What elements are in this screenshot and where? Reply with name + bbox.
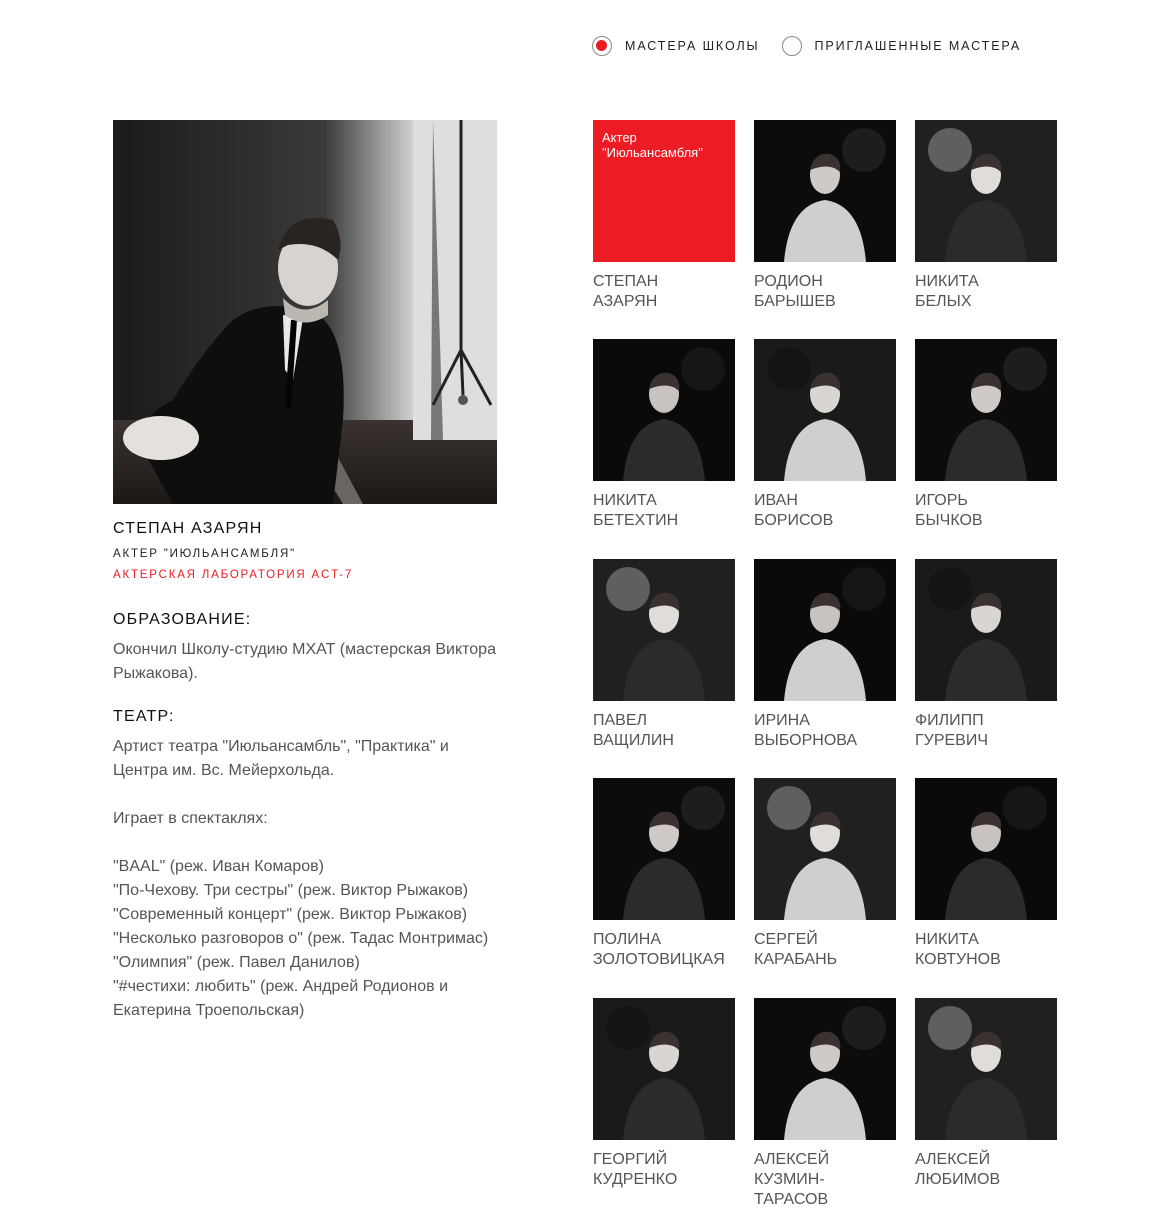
master-card-name[interactable] (593, 711, 739, 751)
master-name: СТЕПАН АЗАРЯН (113, 520, 263, 537)
master-last-name: АЗАРЯН (593, 293, 658, 310)
master-last-name: ЗОЛОТОВИЦКАЯ (593, 951, 725, 968)
master-last-name: КОВТУНОВ (915, 951, 1001, 968)
master-card-name[interactable] (915, 1150, 1061, 1190)
master-last-name: ЛЮБИМОВ (915, 1171, 1001, 1188)
master-last-name: БЕЛЫХ (915, 293, 972, 310)
master-card-name[interactable] (915, 930, 1061, 970)
master-last-name: БАРЫШЕВ (754, 293, 836, 310)
filter-label: ПРИГЛАШЕННЫЕ МАСТЕРА (814, 39, 1022, 53)
master-last-name: БЫЧКОВ (915, 512, 983, 529)
master-first-name: ИГОРЬ (915, 492, 968, 509)
master-first-name: РОДИОН (754, 273, 823, 290)
master-card-name[interactable] (915, 491, 1061, 531)
master-card[interactable] (593, 120, 739, 312)
master-first-name: АЛЕКСЕЙ (915, 1151, 991, 1168)
master-card[interactable] (915, 778, 1061, 970)
master-photo (754, 339, 896, 481)
radio-icon[interactable] (592, 36, 612, 56)
master-card-name[interactable] (915, 711, 1061, 751)
master-first-name: НИКИТА (915, 931, 979, 948)
master-photo (593, 559, 735, 701)
master-card[interactable] (754, 998, 900, 1210)
master-detail (113, 120, 498, 1023)
master-first-name: ФИЛИПП (915, 712, 984, 729)
filter-invited-masters[interactable] (782, 36, 1022, 56)
master-card-name[interactable] (593, 272, 739, 312)
master-first-name: АЛЕКСЕЙ (754, 1151, 830, 1168)
master-photo (754, 559, 896, 701)
master-card[interactable] (593, 559, 739, 751)
master-photo (915, 120, 1057, 262)
master-first-name: НИКИТА (915, 273, 979, 290)
master-first-name: ГЕОРГИЙ (593, 1151, 668, 1168)
master-card[interactable] (593, 339, 739, 531)
master-photo (754, 998, 896, 1140)
master-last-name: БЕТЕХТИН (593, 512, 679, 529)
master-first-name: ПОЛИНА (593, 931, 661, 948)
master-first-name: ИВАН (754, 492, 798, 509)
master-card[interactable] (593, 998, 739, 1190)
master-photo (915, 559, 1057, 701)
master-last-name: КУЗМИН- (754, 1171, 825, 1188)
master-card-name[interactable] (754, 711, 900, 751)
master-lab: АКТЕРСКАЯ ЛАБОРАТОРИЯ ACT-7 (113, 569, 354, 581)
master-last-name: КУДРЕНКО (593, 1171, 678, 1188)
master-photo (915, 998, 1057, 1140)
theatre-text: Артист театра "Июльансамбль", "Практика" и Центра им. Вс. Мейерхольда. Играет в спектаклях: "BAAL" (реж. Иван Комаров) "По-Чехову. Три сестры" (реж. Виктор Рыжаков) "Современный концерт" (реж. Виктор Рыжаков) "Несколько разговоров о" (реж. Тадас Монтримас) "Олимпия" (реж. Павел Данилов) "#честихи: любить" (реж. Андрей Родионов и Екатерина Троепольская) (113, 738, 489, 1019)
master-last-name: ГУРЕВИЧ (915, 732, 989, 749)
master-card-name[interactable] (593, 491, 739, 531)
master-last-name: ВАЩИЛИН (593, 732, 674, 749)
master-portrait-photo (113, 120, 497, 504)
master-card-name[interactable] (754, 272, 900, 312)
master-card-name[interactable] (915, 272, 1061, 312)
master-card-name[interactable] (754, 930, 900, 970)
master-card-name[interactable] (593, 1150, 739, 1190)
master-photo (915, 778, 1057, 920)
theatre-heading: ТЕАТР: (113, 708, 175, 725)
filter-school-masters[interactable] (592, 36, 760, 56)
master-card[interactable] (593, 778, 739, 970)
master-photo (915, 339, 1057, 481)
master-card-name[interactable] (754, 491, 900, 531)
master-photo (754, 778, 896, 920)
master-first-name: ПАВЕЛ (593, 712, 648, 729)
master-card[interactable] (915, 559, 1061, 751)
master-card[interactable] (754, 559, 900, 751)
master-photo (754, 120, 896, 262)
master-last-name: ВЫБОРНОВА (754, 732, 858, 749)
master-last-name: КАРАБАНЬ (754, 951, 838, 968)
master-first-name: ИРИНА (754, 712, 810, 729)
education-heading: ОБРАЗОВАНИЕ: (113, 611, 252, 628)
masters-filter (592, 36, 1043, 56)
master-card[interactable] (915, 120, 1061, 312)
master-card-name[interactable] (754, 1150, 900, 1210)
master-card-name[interactable] (593, 930, 739, 970)
master-first-name: СТЕПАН (593, 273, 659, 290)
filter-label: МАСТЕРА ШКОЛЫ (625, 39, 760, 53)
radio-icon[interactable] (782, 36, 802, 56)
master-photo (593, 778, 735, 920)
master-photo (593, 339, 735, 481)
master-role: АКТЕР "ИЮЛЬАНСАМБЛЯ" (113, 548, 296, 560)
master-last-name: ТАРАСОВ (754, 1191, 829, 1208)
master-card[interactable] (754, 778, 900, 970)
education-text: Окончил Школу-студию МХАТ (мастерская Виктора Рыжакова). (113, 641, 496, 682)
master-card[interactable] (915, 998, 1061, 1190)
master-card[interactable] (754, 120, 900, 312)
master-card[interactable] (754, 339, 900, 531)
master-card[interactable] (915, 339, 1061, 531)
selected-master-badge: Актер "Июльансамбля" (593, 120, 735, 262)
master-first-name: СЕРГЕЙ (754, 931, 818, 948)
master-first-name: НИКИТА (593, 492, 657, 509)
master-last-name: БОРИСОВ (754, 512, 834, 529)
master-photo (593, 998, 735, 1140)
